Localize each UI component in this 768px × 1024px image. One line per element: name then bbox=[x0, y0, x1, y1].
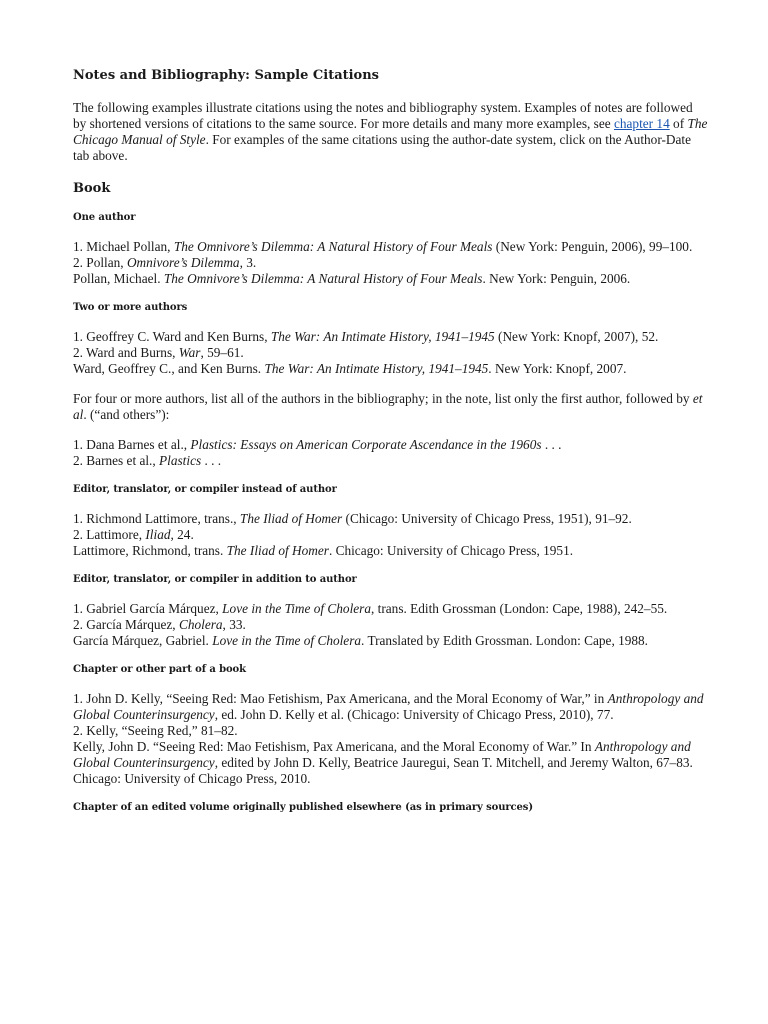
subheading-editor-instead: Editor, translator, or compiler instead of author bbox=[73, 484, 337, 495]
citation-block-one-author bbox=[73, 239, 708, 287]
bibliography-entry: Kelly, John D. “Seeing Red: Mao Fetishism, Pax Americana, and the Moral Economy of War.” In Anthropology and Global Counterinsurgency, edited by John D. Kelly, Beatrice Jauregui, Sean T. Mitchell, and Jeremy Walton, 67–83. Chicago: University of Chicago Press, 2010. bbox=[73, 739, 693, 786]
note-2: 2. García Márquez, Cholera, 33. bbox=[73, 617, 246, 632]
note-1: 1. Michael Pollan, The Omnivore’s Dilemma: A Natural History of Four Meals (New York: Penguin, 2006), 99–100. bbox=[73, 239, 693, 254]
citation-block-editor-addition bbox=[73, 601, 708, 649]
citation-block-editor bbox=[73, 511, 708, 559]
subheading-editor-addition: Editor, translator, or compiler in addition to author bbox=[73, 574, 357, 585]
chapter-14-link[interactable]: chapter 14 bbox=[613, 116, 670, 131]
note-1: 1. John D. Kelly, “Seeing Red: Mao Fetishism, Pax Americana, and the Moral Economy of War,” in Anthropology and Global Counterinsurgency, ed. John D. Kelly et al. (Chicago: University of Chicago Press, 2010), 77. bbox=[73, 691, 704, 722]
section-heading-book: Book bbox=[73, 181, 111, 196]
bibliography-entry: Ward, Geoffrey C., and Ken Burns. The War: An Intimate History, 1941–1945. New York: Knopf, 2007. bbox=[73, 361, 627, 376]
bibliography-entry: Lattimore, Richmond, trans. The Iliad of Homer. Chicago: University of Chicago Press, 1951. bbox=[73, 543, 574, 558]
citation-block-two-authors bbox=[73, 329, 708, 377]
note-2: 2. Barnes et al., Plastics . . . bbox=[73, 453, 222, 468]
note-1: 1. Richmond Lattimore, trans., The Iliad of Homer (Chicago: University of Chicago Press, 1951), 91–92. bbox=[73, 511, 632, 526]
citation-block-four-authors bbox=[73, 437, 708, 469]
intro-paragraph: The following examples illustrate citations using the notes and bibliography system. Examples of notes are followed by shortened versions of citations to the same source. For more details and many more examples, see chapter 14 of The Chicago Manual of Style. For examples of the same citations using the author-date system, click on the Author-Date tab above. bbox=[73, 100, 708, 163]
page-title: Notes and Bibliography: Sample Citations bbox=[73, 68, 380, 83]
note-1: 1. Dana Barnes et al., Plastics: Essays on American Corporate Ascendance in the 1960s . . . bbox=[73, 437, 562, 452]
note-2: 2. Pollan, Omnivore’s Dilemma, 3. bbox=[73, 255, 257, 270]
note-2: 2. Lattimore, Iliad, 24. bbox=[73, 527, 194, 542]
note-2: 2. Kelly, “Seeing Red,” 81–82. bbox=[73, 723, 238, 738]
four-authors-paragraph: For four or more authors, list all of the authors in the bibliography; in the note, list only the first author, followed by et al. (“and others”): bbox=[73, 391, 703, 422]
note-1: 1. Gabriel García Márquez, Love in the Time of Cholera, trans. Edith Grossman (London: Cape, 1988), 242–55. bbox=[73, 601, 668, 616]
subheading-chapter: Chapter or other part of a book bbox=[73, 664, 246, 675]
subheading-two-authors: Two or more authors bbox=[73, 302, 188, 313]
note-1: 1. Geoffrey C. Ward and Ken Burns, The War: An Intimate History, 1941–1945 (New York: Knopf, 2007), 52. bbox=[73, 329, 659, 344]
citation-block-chapter bbox=[73, 691, 708, 787]
subheading-edited-volume: Chapter of an edited volume originally published elsewhere (as in primary sources) bbox=[73, 802, 533, 813]
bibliography-entry: García Márquez, Gabriel. Love in the Time of Cholera. Translated by Edith Grossman. London: Cape, 1988. bbox=[73, 633, 649, 648]
note-2: 2. Ward and Burns, War, 59–61. bbox=[73, 345, 244, 360]
subheading-one-author: One author bbox=[73, 212, 136, 223]
bibliography-entry: Pollan, Michael. The Omnivore’s Dilemma: A Natural History of Four Meals. New York: Penguin, 2006. bbox=[73, 271, 631, 286]
